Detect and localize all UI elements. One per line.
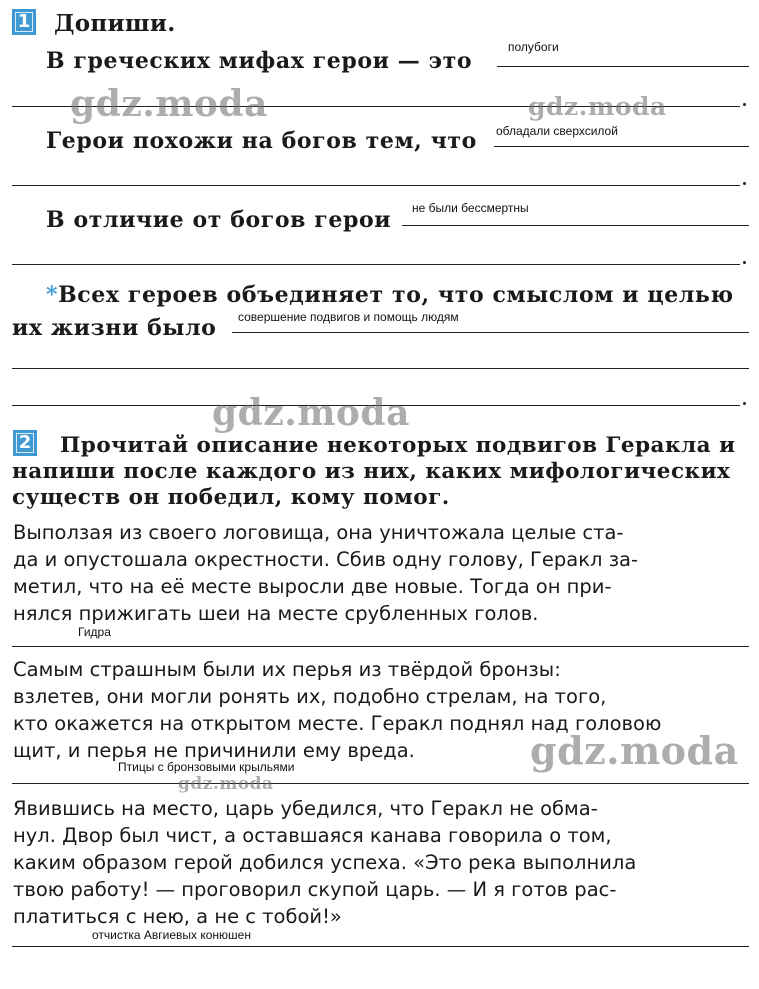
instruction-line-1: Прочитай описание некоторых подвигов Геракла и (60, 433, 736, 458)
answer-rule (232, 332, 749, 333)
watermark: gdz.moda (70, 83, 268, 125)
prompt-line-4b: их жизни было (12, 315, 217, 341)
answer-rule (12, 646, 749, 647)
answer-line-3: не были бессмертны (412, 201, 529, 215)
passage-2: Самым страшным были их перья из твёрдой бронзы: взлетев, они могли ронять их, подобно стрелам, на того, кто окажется на открытом месте. Геракл поднял над головою щит, и перья не причинили ему вреда. (13, 658, 662, 762)
answer-rule (12, 264, 740, 265)
instruction-line-2: напиши после каждого из них, каких мифологических (12, 459, 731, 484)
answer-line-1: полубоги (508, 40, 559, 54)
prompt-line-4a: *Всех героев объединяет то, что смыслом и целью (46, 282, 734, 308)
answer-rule (12, 185, 740, 186)
period-dot (743, 261, 746, 264)
passage-1: Выползая из своего логовища, она уничтожала целые ста- да и опустошала окрестности. Сбив одну голову, Геракл за- метил, что на её месте выросли две новые. Тогда он при- нялся прижигать шеи на месте срубленных голов. (13, 521, 639, 625)
instruction-line-3: существ он победил, кому помог. (12, 485, 450, 510)
answer-line-4: совершение подвигов и помощь людям (238, 310, 459, 324)
passage-3: Явившись на место, царь убедился, что Геракл не обма- нул. Двор был чист, а оставшаяся канава говорила о том, каким образом герой добился успеха. «Это река выполнила твою работу! — проговорил скупой царь. — И я готов рас- платиться с нею, а не с тобой!» (13, 797, 637, 928)
answer-rule (402, 225, 749, 226)
answer-passage-2: Птицы с бронзовыми крыльями (118, 760, 295, 774)
period-dot (743, 182, 746, 185)
answer-rule (12, 783, 749, 784)
watermark: gdz.moda (530, 728, 739, 773)
prompt-line-1: В греческих мифах герои — это (46, 48, 473, 74)
task-number-badge: 1 (12, 9, 36, 35)
answer-line-2: обладали сверхсилой (496, 124, 618, 138)
prompt-line-2: Герои похожи на богов тем, что (46, 128, 477, 154)
answer-rule (494, 146, 749, 147)
task-title: Допиши. (54, 10, 176, 37)
period-dot (743, 103, 746, 106)
watermark: gdz.moda (178, 774, 274, 794)
task-number-badge: 2 (13, 430, 37, 456)
asterisk-mark: * (46, 282, 59, 308)
answer-rule (12, 368, 749, 369)
answer-rule (497, 66, 749, 67)
watermark: gdz.moda (528, 92, 667, 121)
answer-rule (12, 946, 749, 947)
answer-passage-3: отчистка Авгиевых конюшен (92, 928, 251, 942)
prompt-line-3: В отличие от богов герои (46, 207, 392, 233)
answer-passage-1: Гидра (78, 625, 111, 639)
period-dot (743, 402, 746, 405)
watermark: gdz.moda (212, 392, 410, 434)
